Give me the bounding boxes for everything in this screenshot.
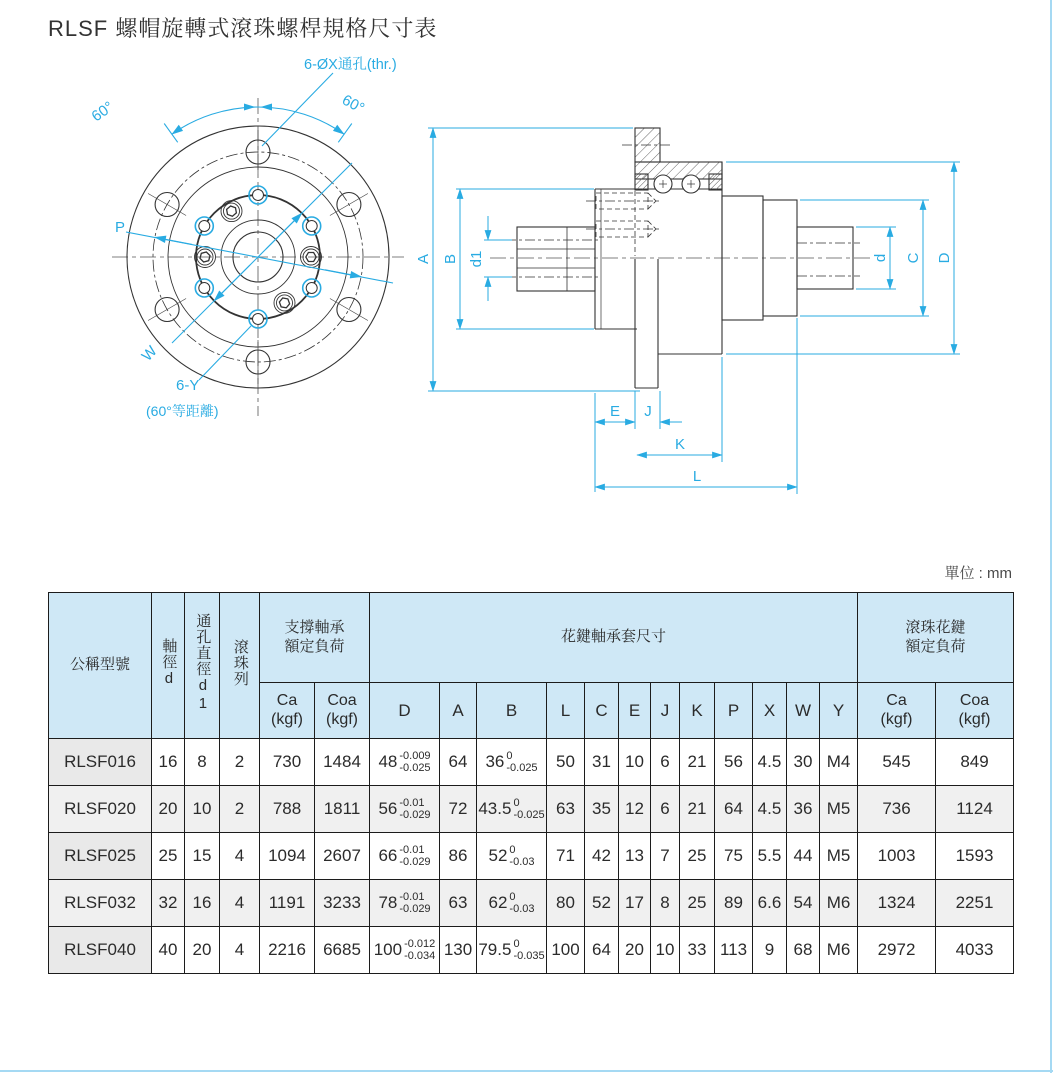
- flange-plate: [635, 162, 722, 388]
- y-hole-label: 6-Y: [176, 377, 200, 394]
- cell-support_ca: 730: [260, 739, 315, 786]
- angle-right-label: 60°: [339, 91, 368, 118]
- support-load-line1: 支撐軸承: [284, 618, 345, 636]
- cell-B: [477, 739, 547, 786]
- cell-E: 10: [619, 739, 651, 786]
- spline-load-line1: 滾珠花鍵: [905, 618, 966, 636]
- cell-D: [370, 786, 440, 833]
- tolerance-stack: -0.01 -0.029: [399, 890, 431, 915]
- col-header-L: L: [547, 683, 585, 739]
- dim-dd-label: D: [936, 252, 953, 264]
- tolerance-stack: -0.012 -0.034: [404, 937, 436, 962]
- cell-J: 7: [651, 833, 680, 880]
- kgf-label: (kgf): [880, 710, 913, 728]
- cell-P: 64: [715, 786, 753, 833]
- kgf-label: (kgf): [326, 710, 358, 728]
- cell-spline_coa: 849: [936, 739, 1014, 786]
- cell-X: 4.5: [753, 739, 787, 786]
- cell-spline_ca: 1324: [858, 880, 936, 927]
- cell-X: 5.5: [753, 833, 787, 880]
- coa-label: Coa: [327, 692, 357, 710]
- coa-label: Coa: [959, 692, 990, 710]
- cell-P: 75: [715, 833, 753, 880]
- col-header-C: C: [585, 683, 619, 739]
- side-view: [415, 128, 960, 494]
- col-header-support-ca: [260, 683, 315, 739]
- col-header-J: J: [651, 683, 680, 739]
- dim-d-label: d: [872, 253, 889, 263]
- cell-d1: 15: [185, 833, 220, 880]
- col-header-E: E: [619, 683, 651, 739]
- cell-A: 72: [440, 786, 477, 833]
- cell-E: 20: [619, 927, 651, 974]
- dim-b-label: B: [442, 253, 459, 265]
- cell-K: 21: [680, 786, 715, 833]
- ca-label: Ca: [886, 692, 907, 710]
- side-view-labels: [415, 251, 953, 485]
- page-border-bottom: [0, 1070, 1053, 1072]
- col-header-P: P: [715, 683, 753, 739]
- hidden-set-screws: [586, 193, 662, 237]
- cell-Y: M6: [820, 880, 858, 927]
- dim-d1-label: d1: [468, 250, 485, 268]
- cell-C: 35: [585, 786, 619, 833]
- tolerance-value: 36: [485, 752, 505, 771]
- cell-spline_ca: 2972: [858, 927, 936, 974]
- cell-d1: 16: [185, 880, 220, 927]
- col-header-B: B: [477, 683, 547, 739]
- cell-D: [370, 739, 440, 786]
- cell-support_ca: 1094: [260, 833, 315, 880]
- cell-support_coa: 1484: [315, 739, 370, 786]
- spline-load-line2: 額定負荷: [905, 637, 966, 655]
- cell-d1: 8: [185, 739, 220, 786]
- cell-B: [477, 786, 547, 833]
- cell-P: 56: [715, 739, 753, 786]
- cell-X: 6.6: [753, 880, 787, 927]
- tolerance-value: 43.5: [478, 799, 512, 818]
- cell-X: 4.5: [753, 786, 787, 833]
- cell-W: 68: [787, 927, 820, 974]
- cell-D: [370, 880, 440, 927]
- unit-label: 單位 : mm: [944, 565, 1012, 582]
- page-border-right: [1050, 0, 1052, 1073]
- cell-support_ca: 2216: [260, 927, 315, 974]
- front-view: [89, 55, 404, 419]
- cell-A: 64: [440, 739, 477, 786]
- bearing-assembly: [622, 128, 722, 193]
- col-header-spline-coa: [936, 683, 1014, 739]
- group-header-support-load: [260, 593, 370, 683]
- support-load-line2: 額定負荷: [284, 637, 345, 655]
- cell-model: RLSF016: [49, 739, 152, 786]
- group-header-spline-dims: 花鍵軸承套尺寸: [370, 593, 858, 683]
- tolerance-value: 79.5: [478, 940, 512, 959]
- angle-left-label: 60°: [88, 98, 117, 126]
- cell-d: 16: [152, 739, 185, 786]
- cell-X: 9: [753, 927, 787, 974]
- cell-L: 63: [547, 786, 585, 833]
- table-row: [49, 833, 1014, 880]
- cell-model: RLSF025: [49, 833, 152, 880]
- cell-Y: M6: [820, 927, 858, 974]
- tolerance-stack: -0.01 -0.029: [399, 796, 431, 821]
- cell-E: 12: [619, 786, 651, 833]
- col-header-support-coa: [315, 683, 370, 739]
- tolerance-value: 48: [378, 752, 398, 771]
- col-header-Y: Y: [820, 683, 858, 739]
- kgf-label: (kgf): [958, 710, 991, 728]
- col-header-shaft-dia: [152, 593, 185, 739]
- ca-label: Ca: [276, 692, 298, 710]
- cell-C: 31: [585, 739, 619, 786]
- table-row: [49, 739, 1014, 786]
- cell-Y: M5: [820, 833, 858, 880]
- cell-E: 17: [619, 880, 651, 927]
- table-row: [49, 927, 1014, 974]
- dim-c-label: C: [905, 252, 922, 264]
- cell-L: 100: [547, 927, 585, 974]
- header-row-groups: [49, 593, 1014, 683]
- technical-drawing: [0, 42, 1053, 547]
- cell-d: 25: [152, 833, 185, 880]
- cell-W: 30: [787, 739, 820, 786]
- width-label: W: [138, 342, 161, 365]
- cell-model: RLSF040: [49, 927, 152, 974]
- table-row: [49, 786, 1014, 833]
- cell-B: [477, 880, 547, 927]
- cell-J: 10: [651, 927, 680, 974]
- page-title: RLSF 螺帽旋轉式滾珠螺桿規格尺寸表: [48, 16, 438, 41]
- cell-L: 71: [547, 833, 585, 880]
- col-header-W: W: [787, 683, 820, 739]
- cell-W: 54: [787, 880, 820, 927]
- cell-L: 50: [547, 739, 585, 786]
- cell-ball_rows: 4: [220, 833, 260, 880]
- tolerance-stack: -0.01 -0.029: [399, 843, 431, 868]
- cell-A: 86: [440, 833, 477, 880]
- tolerance-stack: -0.009 -0.025: [399, 749, 431, 774]
- cell-ball_rows: 2: [220, 739, 260, 786]
- cell-C: 64: [585, 927, 619, 974]
- cell-support_ca: 1191: [260, 880, 315, 927]
- cell-W: 36: [787, 786, 820, 833]
- cell-support_coa: 1811: [315, 786, 370, 833]
- dim-e-label: E: [609, 403, 621, 420]
- col-header-X: X: [753, 683, 787, 739]
- cell-Y: M5: [820, 786, 858, 833]
- cell-C: 42: [585, 833, 619, 880]
- cell-model: RLSF020: [49, 786, 152, 833]
- cell-ball_rows: 4: [220, 927, 260, 974]
- hole-dia-vertical-label: 通孔直徑d1: [194, 612, 212, 713]
- tolerance-stack: 0 -0.03: [509, 890, 535, 915]
- cell-K: 25: [680, 880, 715, 927]
- tolerance-stack: 0 -0.025: [513, 796, 545, 821]
- tolerance-value: 66: [378, 846, 398, 865]
- group-header-spline-load: [858, 593, 1014, 683]
- cell-spline_coa: 1124: [936, 786, 1014, 833]
- kgf-label: (kgf): [271, 710, 303, 728]
- tolerance-value: 56: [378, 799, 398, 818]
- cell-d1: 20: [185, 927, 220, 974]
- cell-support_coa: 2607: [315, 833, 370, 880]
- col-header-spline-ca: [858, 683, 936, 739]
- cell-D: [370, 833, 440, 880]
- cell-B: [477, 927, 547, 974]
- tolerance-value: 52: [488, 846, 508, 865]
- cell-ball_rows: 4: [220, 880, 260, 927]
- shaft-dia-vertical-label: 軸徑d: [160, 637, 178, 688]
- cell-K: 21: [680, 739, 715, 786]
- tolerance-stack: 0 -0.025: [506, 749, 538, 774]
- col-header-model: 公稱型號: [49, 593, 152, 739]
- spline-shaft-left: [506, 227, 600, 291]
- cell-P: 89: [715, 880, 753, 927]
- col-header-A: A: [440, 683, 477, 739]
- cell-J: 6: [651, 739, 680, 786]
- cell-A: 130: [440, 927, 477, 974]
- ball-rows-vertical-label: 滾珠列: [231, 638, 249, 687]
- cell-spline_ca: 1003: [858, 833, 936, 880]
- cell-D: [370, 927, 440, 974]
- cell-Y: M4: [820, 739, 858, 786]
- cell-support_coa: 6685: [315, 927, 370, 974]
- cell-E: 13: [619, 833, 651, 880]
- cell-d1: 10: [185, 786, 220, 833]
- pcd-label: P: [115, 219, 126, 236]
- col-header-D: D: [370, 683, 440, 739]
- cell-J: 6: [651, 786, 680, 833]
- cell-spline_coa: 1593: [936, 833, 1014, 880]
- dim-a-label: A: [415, 253, 432, 265]
- col-header-K: K: [680, 683, 715, 739]
- cell-spline_coa: 2251: [936, 880, 1014, 927]
- cell-C: 52: [585, 880, 619, 927]
- tolerance-stack: 0 -0.03: [509, 843, 535, 868]
- cell-J: 8: [651, 880, 680, 927]
- cell-W: 44: [787, 833, 820, 880]
- cell-model: RLSF032: [49, 880, 152, 927]
- col-header-hole-dia: [185, 593, 220, 739]
- spacing-note-label: (60°等距離): [146, 403, 219, 419]
- cell-B: [477, 833, 547, 880]
- cell-d: 40: [152, 927, 185, 974]
- cell-spline_ca: 736: [858, 786, 936, 833]
- dim-k-label: K: [674, 436, 686, 453]
- cell-spline_coa: 4033: [936, 927, 1014, 974]
- cell-support_coa: 3233: [315, 880, 370, 927]
- col-header-ball-rows: [220, 593, 260, 739]
- table-row: [49, 880, 1014, 927]
- spec-table: [48, 592, 1014, 974]
- cell-P: 113: [715, 927, 753, 974]
- cell-support_ca: 788: [260, 786, 315, 833]
- cell-K: 33: [680, 927, 715, 974]
- cell-A: 63: [440, 880, 477, 927]
- cell-d: 20: [152, 786, 185, 833]
- cell-ball_rows: 2: [220, 786, 260, 833]
- cell-d: 32: [152, 880, 185, 927]
- hole-callout-label: 6-ØX通孔(thr.): [304, 57, 397, 73]
- cell-K: 25: [680, 833, 715, 880]
- front-view-dimensions: [126, 73, 393, 380]
- cell-spline_ca: 545: [858, 739, 936, 786]
- tolerance-value: 100: [373, 940, 403, 959]
- tolerance-value: 62: [488, 893, 508, 912]
- tolerance-value: 78: [378, 893, 398, 912]
- dim-l-label: L: [692, 468, 702, 485]
- tolerance-stack: 0 -0.035: [513, 937, 545, 962]
- dim-j-label: J: [644, 403, 652, 420]
- cell-L: 80: [547, 880, 585, 927]
